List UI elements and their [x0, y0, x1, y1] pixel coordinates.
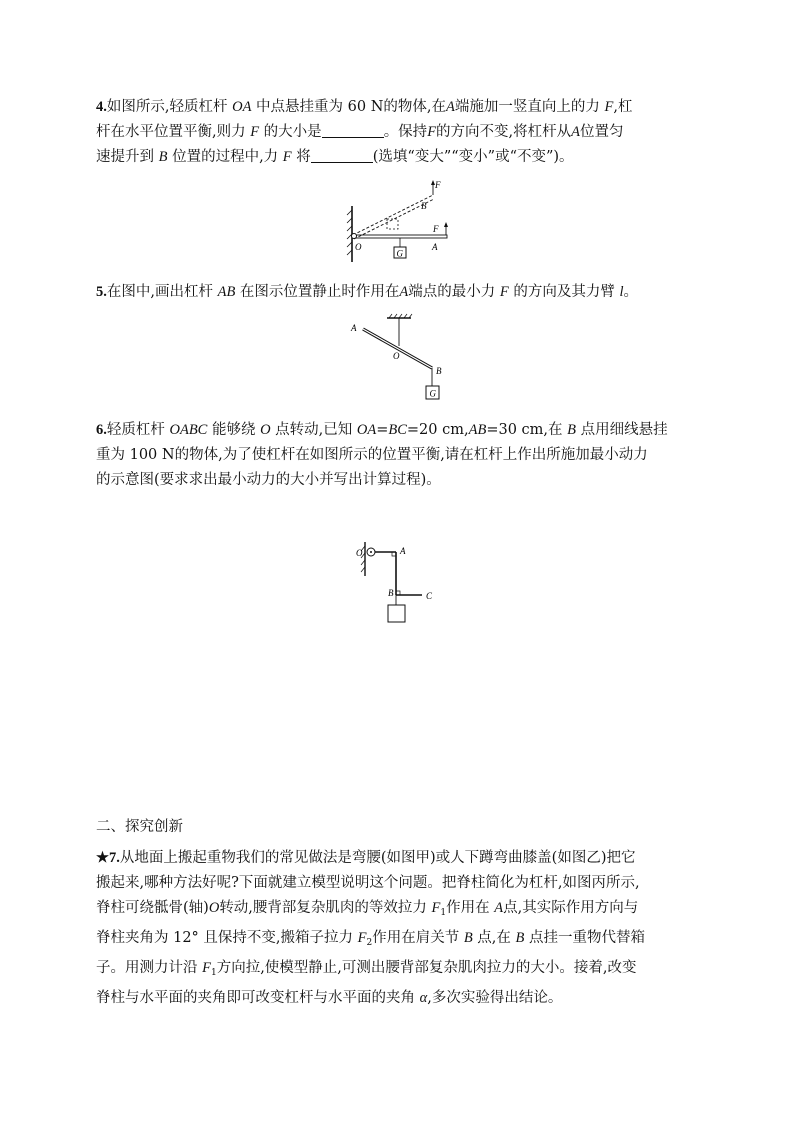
label-b: B [388, 588, 394, 598]
label-o: O [393, 351, 400, 361]
question-5 [96, 280, 696, 305]
question-4 [96, 95, 696, 170]
weight-dashed [387, 219, 398, 229]
question-7 [96, 846, 696, 1011]
label-g: G [396, 248, 403, 259]
q6-lever-figure [350, 538, 450, 628]
question-6 [96, 418, 696, 493]
weight [388, 605, 405, 622]
label-o: O [356, 548, 363, 558]
q4-lever-figure [340, 178, 460, 268]
label-c: C [426, 591, 433, 601]
answer-blank-1[interactable] [322, 123, 384, 138]
label-f: F [433, 224, 439, 234]
label-a: A [400, 546, 406, 556]
q6-line-1: 6.轻质杠杆 OABC 能够绕 O 点转动,已知 OA=BC=20 cm,AB=30 cm,在 B 点用细线悬挂 [96, 422, 668, 438]
q7-line-6: 脊柱与水平面的夹角即可改变杠杆与水平面的夹角 α,多次实验得出结论。 [96, 990, 563, 1006]
q5-line-1: 5.在图中,画出杠杆 AB 在图示位置静止时作用在A端点的最小力 F 的方向及其力臂 l。 [96, 284, 638, 300]
label-f-top: F [435, 180, 441, 190]
q7-line-4: 脊柱夹角为 12° 且保持不变,搬箱子拉力 $F_2$作用在肩关节 B 点,在 B 点挂一重物代替箱 [96, 930, 645, 948]
q6-line-2: 重为 100 N的物体,为了使杠杆在如图所示的位置平衡,请在杠杆上作出所施加最小动力 [96, 447, 648, 463]
arrowhead-a [444, 222, 448, 227]
label-b: B [436, 366, 442, 376]
q7-line-5: 子。用测力计沿 $F_1$方向拉,使模型静止,可测出腰背部复杂肌肉拉力的大小。接着,改变 [96, 960, 637, 978]
label-a: A [351, 323, 357, 333]
q7-line-2: 搬起来,哪种方法好呢?下面就建立模型说明这个问题。把脊柱简化为杠杆,如图丙所示, [96, 875, 640, 891]
label-b: B [421, 201, 427, 211]
label-o: O [355, 242, 362, 252]
pivot-o [352, 234, 357, 239]
q4-line-2: 杆在水平位置平衡,则力 F 的大小是 。保持F的方向不变,将杠杆从A位置匀 [96, 124, 624, 140]
q6-line-3: 的示意图(要求求出最小动力的大小并写出计算过程)。 [96, 472, 441, 488]
label-g: G [429, 388, 436, 399]
lever-horizontal [353, 235, 447, 238]
q7-line-3: 脊柱可绕骶骨(轴)O转动,腰背部复杂肌肉的等效拉力 $F_1$作用在 A点,其实际作用方向与 [96, 900, 639, 918]
section-title: 二、探究创新 [96, 819, 183, 835]
q4-line-1: 4.如图所示,轻质杠杆 OA 中点悬挂重为 60 N的物体,在A端施加一竖直向上的力 F,杠 [96, 99, 633, 115]
q4-line-3: 速提升到 B 位置的过程中,力 F 将 (选填“变大”“变小”或“不变”)。 [96, 149, 574, 165]
label-a: A [432, 242, 438, 252]
q5-lever-figure [345, 312, 455, 404]
answer-blank-2[interactable] [311, 148, 373, 163]
q7-line-1: ★7.从地面上搬起重物我们的常见做法是弯腰(如图甲)或人下蹲弯曲膝盖(如图乙)把它 [96, 850, 636, 866]
